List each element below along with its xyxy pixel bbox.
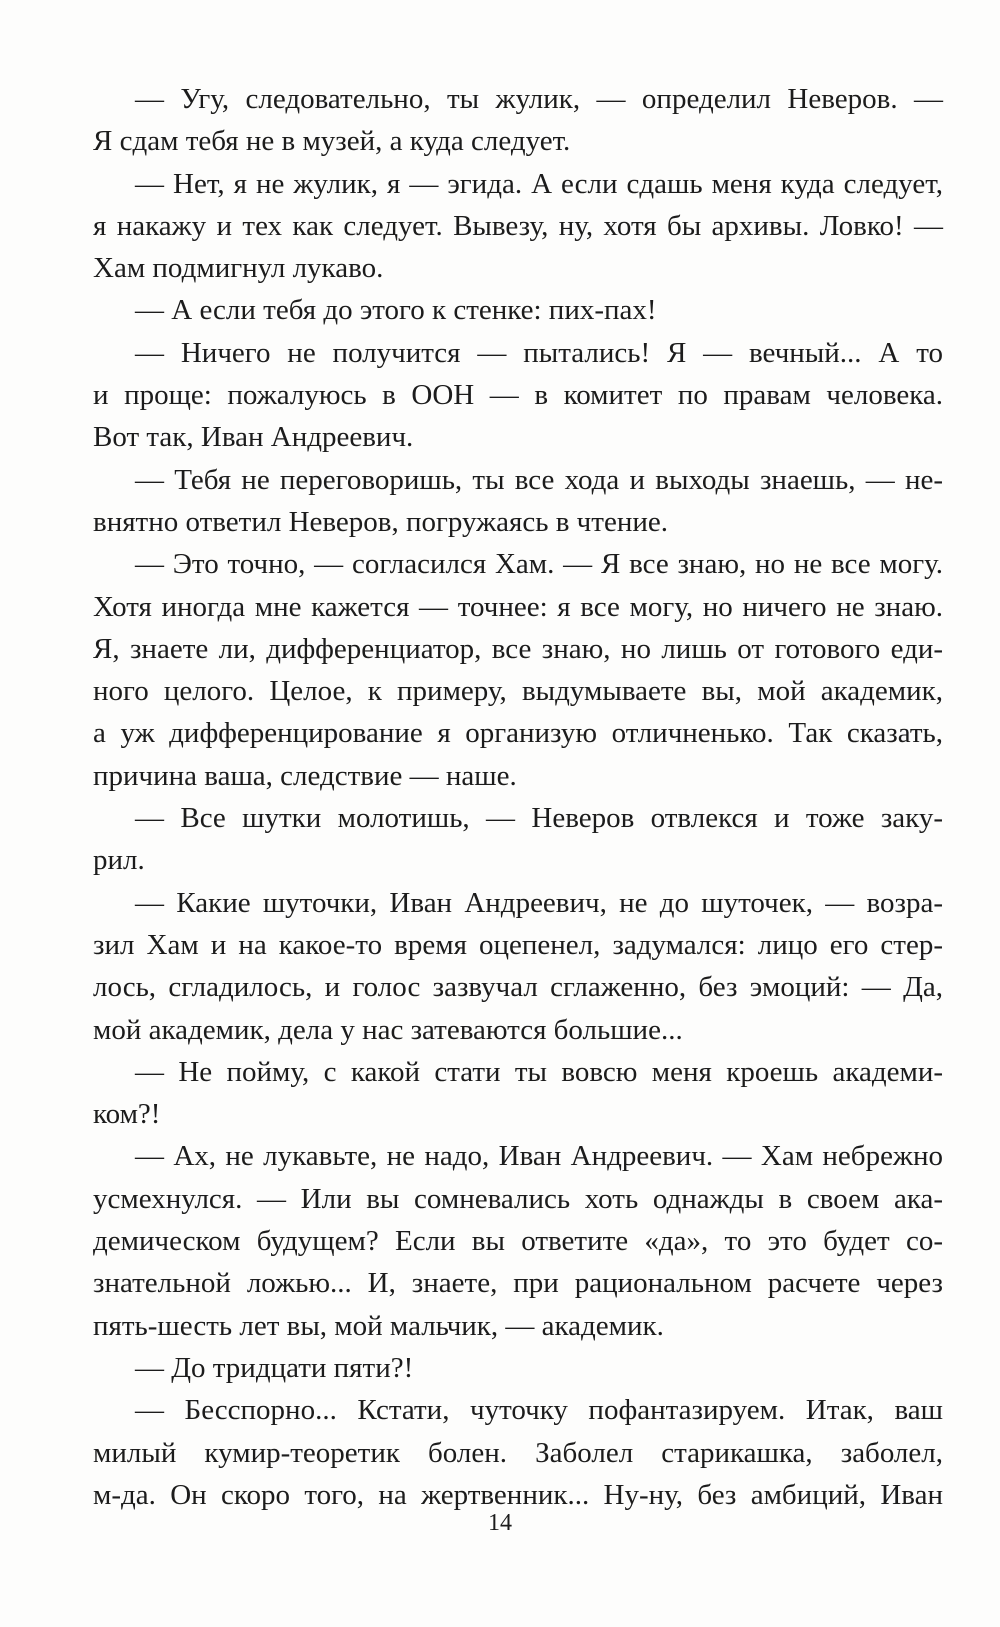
text-line: — Все шутки молотишь, — Неверов отвлекся и тоже заку-	[135, 802, 943, 835]
text-line: — Ах, не лукавьте, не надо, Иван Андреевич. — Хам небрежно	[135, 1140, 943, 1173]
text-line: внятно ответил Неверов, погружаясь в чтение.	[93, 505, 668, 538]
text-line: — Угу, следовательно, ты жулик, — определил Неверов. —	[135, 83, 943, 115]
text-line: — До тридцати пяти?!	[135, 1351, 414, 1384]
text-line: — Ничего не получится — пытались! Я — вечный... А то	[135, 336, 943, 369]
text-line: — Бесспорно... Кстати, чуточку пофантазируем. Итак, ваш	[135, 1394, 943, 1427]
text-line: демическом будущем? Если вы ответите «да», то это будет со-	[93, 1225, 943, 1258]
text-line: — Тебя не переговоришь, ты все хода и выходы знаешь, — не-	[135, 463, 943, 496]
text-line: — Это точно, — согласился Хам. — Я все знаю, но не все могу.	[135, 548, 943, 581]
text-line: лось, сгладилось, и голос зазвучал сглаженно, без эмоций: — Да,	[93, 971, 943, 1004]
page-number: 14	[488, 1510, 512, 1536]
text-line: — Не пойму, с какой стати ты вовсю меня кроешь академи-	[135, 1055, 943, 1088]
text-line: м-да. Он скоро того, на жертвенник... Ну-ну, без амбиций, Иван	[93, 1478, 943, 1511]
text-line: я накажу и тех как следует. Вывезу, ну, хотя бы архивы. Ловко! —	[93, 209, 943, 242]
text-line: Хам подмигнул лукаво.	[93, 252, 384, 285]
text-line: а уж дифференцирование я организую отличненько. Так сказать,	[93, 717, 943, 750]
text-line: знательной ложью... И, знаете, при рациональном расчете через	[93, 1267, 943, 1300]
text-line: рил.	[93, 844, 145, 877]
body-text	[93, 78, 943, 1516]
text-line: усмехнулся. — Или вы сомневались хоть однажды в своем ака-	[93, 1182, 943, 1215]
text-line: и проще: пожалуюсь в ООН — в комитет по правам человека.	[93, 379, 943, 412]
text-line: Я, знаете ли, дифференциатор, все знаю, но лишь от готового еди-	[93, 632, 943, 665]
text-line: Хотя иногда мне кажется — точнее: я все могу, но ничего не знаю.	[93, 590, 943, 623]
text-line: — Какие шуточки, Иван Андреевич, не до шуточек, — возра-	[135, 886, 943, 919]
text-line: пять-шесть лет вы, мой мальчик, — академик.	[93, 1309, 664, 1342]
text-line: ного целого. Целое, к примеру, выдумываете вы, мой академик,	[93, 675, 943, 708]
text-line: ком?!	[93, 1098, 161, 1131]
text-line: — Нет, я не жулик, я — эгида. А если сдашь меня куда следует,	[135, 167, 943, 200]
text-line: зил Хам и на какое-то время оцепенел, задумался: лицо его стер-	[93, 928, 943, 961]
text-line: Вот так, Иван Андреевич.	[93, 421, 414, 454]
text-line: мой академик, дела у нас затеваются большие...	[93, 1013, 683, 1046]
text-line: Я сдам тебя не в музей, а куда следует.	[93, 125, 571, 158]
text-line: причина ваша, следствие — наше.	[93, 759, 517, 792]
text-line: милый кумир-теоретик болен. Заболел старикашка, заболел,	[93, 1436, 943, 1469]
text-line: — А если тебя до этого к стенке: пих-пах!	[135, 294, 657, 327]
